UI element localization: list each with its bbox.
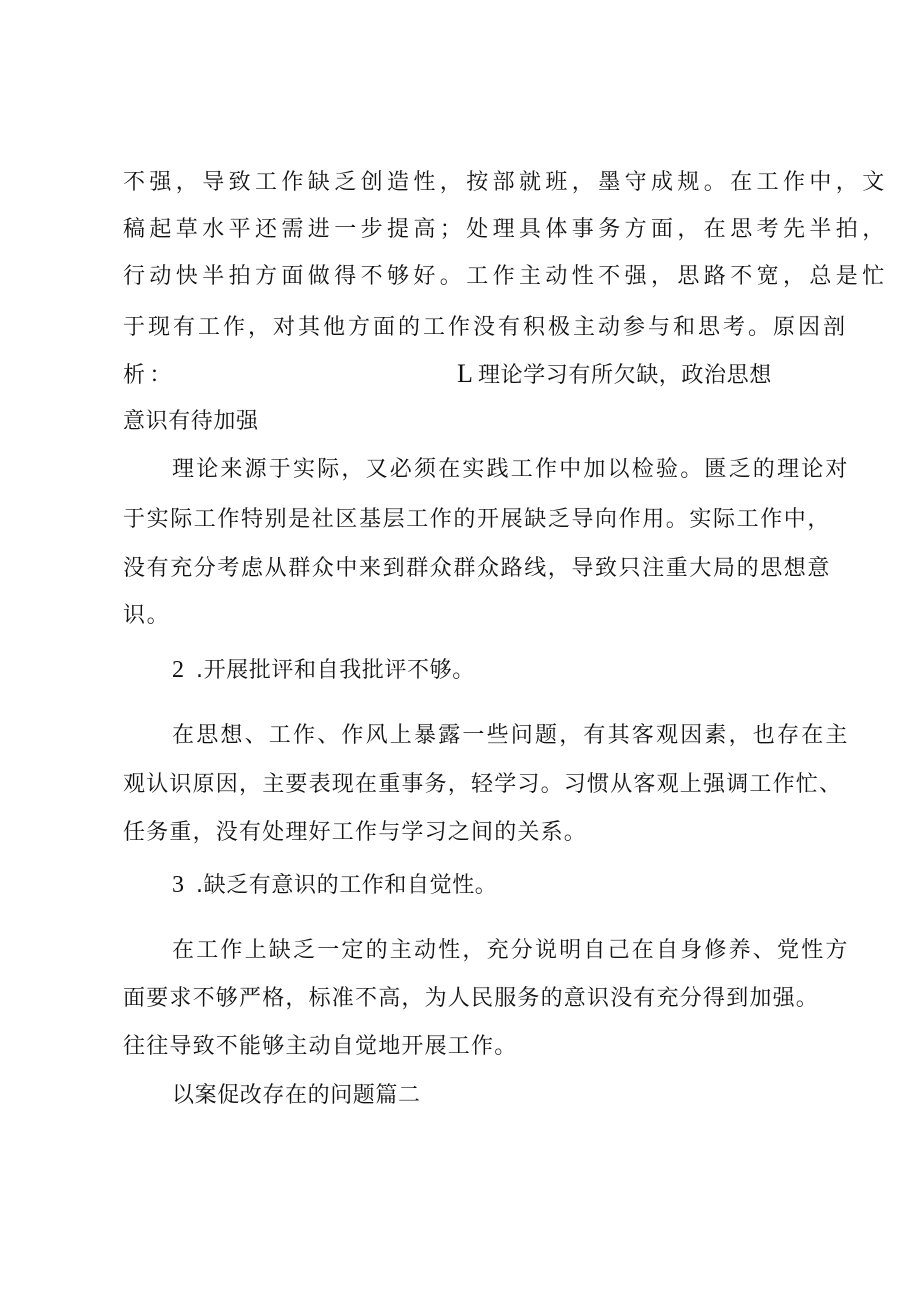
- item1-title: 理论学习有所欠缺，政治思想: [478, 363, 772, 388]
- item3-body-line-3: 往往导致不能够主动自觉地开展工作。: [123, 1034, 518, 1059]
- closing-heading: 以案促改存在的问题篇二: [172, 1083, 421, 1108]
- item2-title: .开展批评和自我批评不够。: [196, 658, 475, 683]
- item1-body-line-4: 识。: [123, 603, 171, 628]
- item3-title: .缺乏有意识的工作和自觉性。: [196, 873, 498, 898]
- intro-line-3: 行动快半拍方面做得不够好。工作主动性不强，思路不宽，总是忙: [123, 264, 889, 289]
- item1-marker: L: [457, 359, 473, 388]
- intro-line-4: 于现有工作，对其他方面的工作没有积极主动参与和思考。原因剖: [123, 315, 849, 340]
- item1-body-line-2: 于实际工作特别是社区基层工作的开展缺乏导向作用。实际工作中，: [123, 507, 832, 532]
- cause-label: 析：: [123, 363, 176, 388]
- item2-body-line-2: 观认识原因，主要表现在重事务，轻学习。习惯从客观上强调工作忙、: [123, 772, 843, 797]
- intro-line-2: 稿起草水平还需进一步提高；处理具体事务方面，在思考先半拍，: [123, 217, 889, 242]
- item1-body-line-1: 理论来源于实际，又必须在实践工作中加以检验。匮乏的理论对: [172, 457, 850, 482]
- item3-body-line-2: 面要求不够严格，标准不高，为人民服务的意识没有充分得到加强。: [123, 986, 820, 1011]
- intro-line-1: 不强，导致工作缺乏创造性，按部就班，墨守成规。在工作中，文: [123, 170, 889, 195]
- item3-body-line-1: 在工作上缺乏一定的主动性，充分说明自己在自身修养、党性方: [172, 938, 850, 963]
- item2-number: 2: [172, 657, 184, 683]
- item1-title-cont: 意识有待加强: [123, 409, 259, 434]
- item2-body-line-3: 任务重，没有处理好工作与学习之间的关系。: [123, 820, 588, 845]
- item3-number: 3: [172, 872, 184, 898]
- item1-body-line-3: 没有充分考虑从群众中来到群众群众路线，导致只注重大局的思想意: [123, 556, 832, 581]
- item2-body-line-1: 在思想、工作、作风上暴露一些问题，有其客观因素，也存在主: [172, 723, 850, 748]
